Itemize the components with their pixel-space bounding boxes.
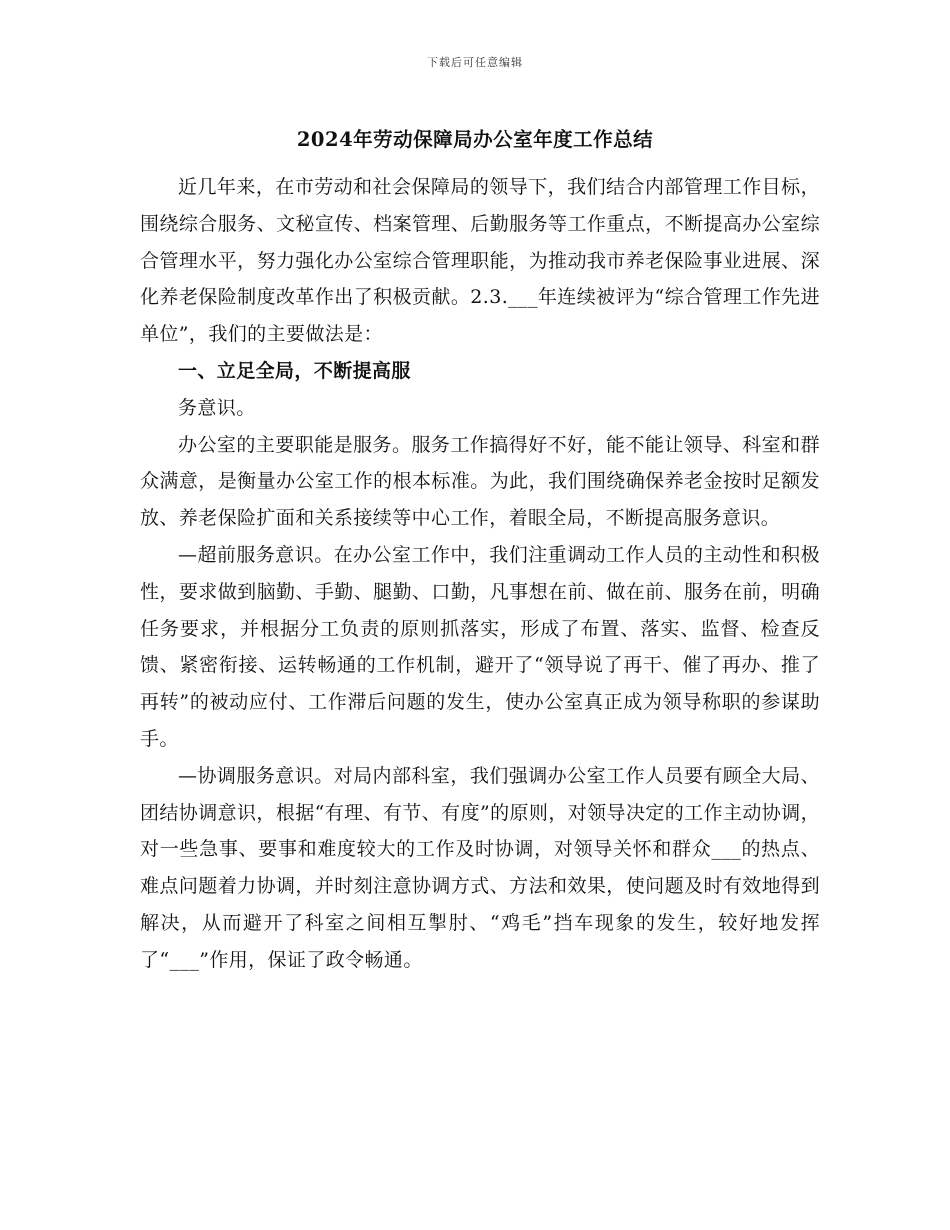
office-function-paragraph: 办公室的主要职能是服务。服务工作搞得好不好，能不能让领导、科室和群众满意，是衡量办公室工作的根本标准。为此，我们围绕确保养老金按时足额发放、养老保险扩面和关系接续等中心工作，着眼全局，不断提高服务意识。 xyxy=(140,433,820,530)
coordination-service-paragraph: —协调服务意识。对局内部科室，我们强调办公室工作人员要有顾全大局、团结协调意识，根据“有理、有节、有度”的原则，对领导决定的工作主动协调，对一些急事、要事和难度较大的工作及时协调，对领导关怀和群众___的热点、难点问题着力协调，并时刻注意协调方式、方法和效果，使问题及时有效地得到解决，从而避开了科室之间相互掣肘、“鸡毛”挡车现象的发生，较好地发挥了“___”作用，保证了政令畅通。 xyxy=(140,764,820,971)
document-body xyxy=(140,169,820,979)
intro-paragraph: 近几年来，在市劳动和社会保障局的领导下，我们结合内部管理工作目标，围绕综合服务、文秘宣传、档案管理、后勤服务等工作重点，不断提高办公室综合管理水平，努力强化办公室综合管理职能，为推动我市养老保险事业进展、深化养老保险制度改革作出了积极贡献。2.3.___年连续被评为“综合管理工作先进单位”，我们的主要做法是： xyxy=(140,176,820,346)
document-title: 2024年劳动保障局办公室年度工作总结 xyxy=(296,128,654,151)
section-heading: 一、立足全局，不断提高服 xyxy=(178,359,411,382)
header-note: 下载后可任意编辑 xyxy=(427,56,523,69)
section-heading-continuation: 务意识。 xyxy=(178,396,256,419)
proactive-service-paragraph: —超前服务意识。在办公室工作中，我们注重调动工作人员的主动性和积极性，要求做到脑勤、手勤、腿勤、口勤，凡事想在前、做在前、服务在前，明确任务要求，并根据分工负责的原则抓落实，形成了布置、落实、监督、检查反馈、紧密衔接、运转畅通的工作机制，避开了“领导说了再干、催了再办、推了再转”的被动应付、工作滞后问题的发生，使办公室真正成为领导称职的参谋助手。 xyxy=(140,543,820,750)
